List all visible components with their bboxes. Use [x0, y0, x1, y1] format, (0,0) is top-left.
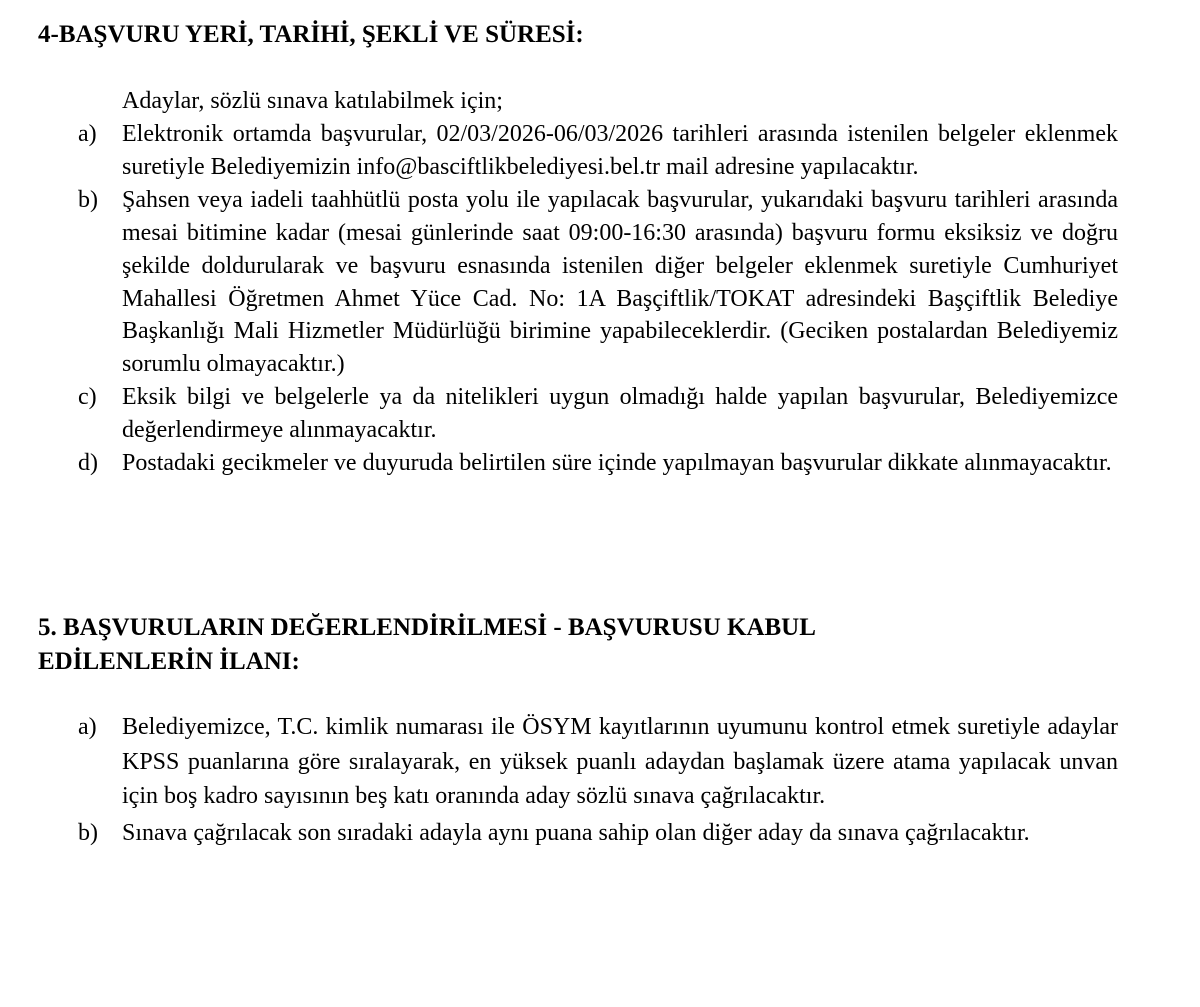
section-4-intro: Adaylar, sözlü sınava katılabilmek için; — [122, 88, 503, 114]
list-item-text: Şahsen veya iadeli taahhütlü posta yolu ile yapılacak başvurular, yukarıdaki başvuru tarihleri arasında mesai bitimine kadar (mesai günlerinde saat 09:00-16:30 arasında) başvuru formu eksiksiz ve doğru şekilde doldurularak ve başvuru esnasında istenilen diğer belgeler eklenmek suretiyle Cumhuriyet Mahallesi Öğretmen Ahmet Yüce Cad. No: 1A Başçiftlik/TOKAT adresindeki Başçiftlik Belediye Başkanlığı Mali Hizmetler Müdürlüğü birimine yapabileceklerdir. (Geciken postalardan Belediyemiz sorumlu olmayacaktır.) — [122, 186, 1118, 378]
section-4-list — [0, 118, 1200, 480]
section-4-heading: 4-BAŞVURU YERİ, TARİHİ, ŞEKLİ VE SÜRESİ: — [38, 21, 584, 48]
list-item-text: Elektronik ortamda başvurular, 02/03/2026-06/03/2026 tarihleri arasında istenilen belgeler eklenmek suretiyle Belediyemizin info@basciftlikbelediyesi.bel.tr mail adresine yapılacaktır. — [122, 121, 1118, 180]
section-5-heading-line-1: 5. BAŞVURULARIN DEĞERLENDİRİLMESİ - BAŞVURUSU KABUL — [38, 614, 816, 641]
list-marker: d) — [78, 450, 98, 477]
list-item-text: Sınava çağrılacak son sıradaki adayla aynı puana sahip olan diğer aday da sınava çağrılacaktır. — [122, 819, 1030, 846]
section-5-list — [0, 710, 1200, 850]
list-marker: c) — [78, 384, 97, 411]
list-item-4a — [0, 118, 1200, 184]
list-item-5a — [0, 710, 1200, 814]
section-5-heading — [38, 611, 1118, 679]
list-item-4b — [0, 184, 1200, 381]
list-marker: a) — [78, 121, 97, 147]
list-item-text: Postadaki gecikmeler ve duyuruda belirtilen süre içinde yapılmayan başvurular dikkate alınmayacaktır. — [122, 450, 1112, 477]
list-marker: b) — [78, 186, 98, 213]
list-item-4d — [0, 447, 1200, 480]
list-item-4c — [0, 381, 1200, 447]
list-item-5b — [0, 816, 1200, 851]
list-marker: a) — [78, 714, 97, 740]
section-5-heading-line-2: EDİLENLERİN İLANI: — [38, 648, 300, 675]
list-item-text: Eksik bilgi ve belgelerle ya da nitelikleri uygun olmadığı halde yapılan başvurular, Belediyemizce değerlendirmeye alınmayacaktır. — [122, 384, 1118, 444]
list-marker: b) — [78, 819, 98, 846]
list-item-text: Belediyemizce, T.C. kimlik numarası ile ÖSYM kayıtlarının uyumunu kontrol etmek suretiyle adaylar KPSS puanlarına göre sıralayarak, en yüksek puanlı adaydan başlamak üzere atama yapılacak unvan için boş kadro sayısının beş katı oranında aday sözlü sınava çağrılacaktır. — [122, 714, 1118, 809]
